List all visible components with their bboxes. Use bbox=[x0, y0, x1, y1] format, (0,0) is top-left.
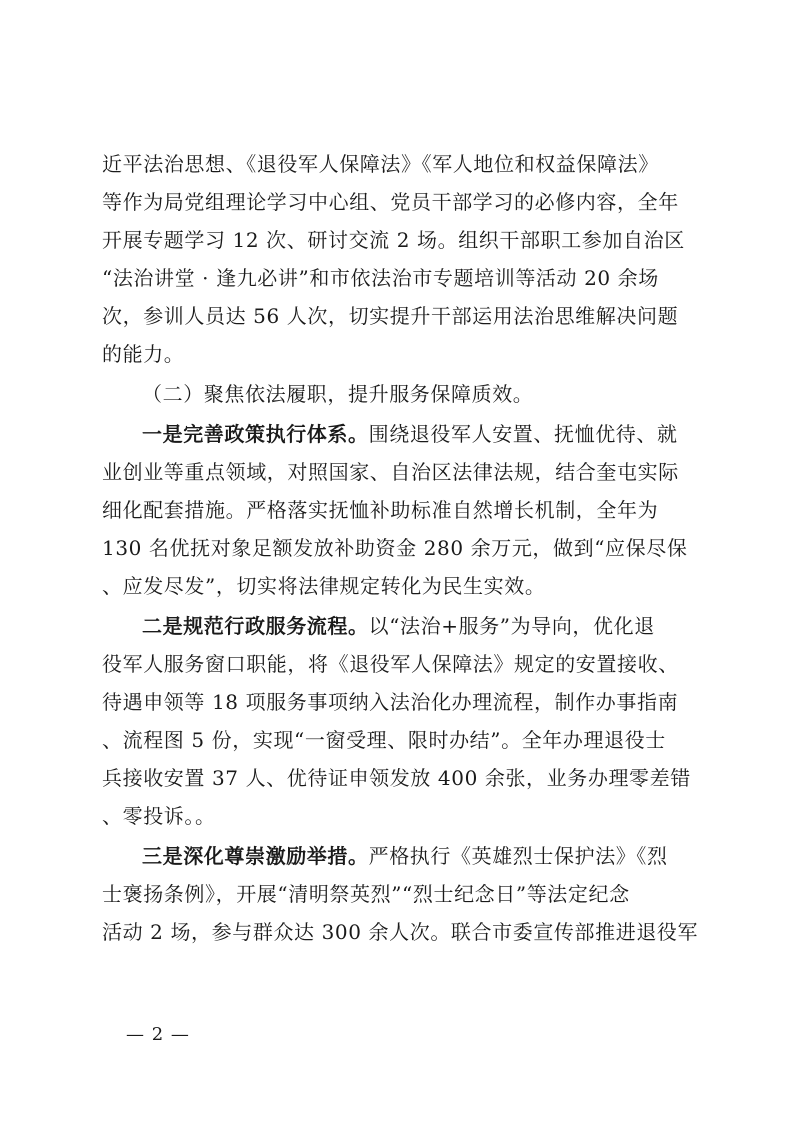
body-line: 兵接收安置 37 人、优待证申领发放 400 余张，业务办理零差错 bbox=[102, 766, 691, 790]
item-heading-1: 一是完善政策执行体系。 bbox=[142, 422, 369, 446]
paragraph-line bbox=[142, 844, 696, 868]
body-line: 次，参训人员达 56 人次，切实提升干部运用法治思维解决问题 bbox=[102, 304, 679, 328]
body-line: 士褒扬条例》，开展“清明祭英烈”“烈士纪念日”等法定纪念 bbox=[102, 882, 630, 906]
body-line: 近平法治思想、《退役军人保障法》《军人地位和权益保障法》 bbox=[102, 152, 659, 176]
body-line: 役军人服务窗口职能，将《退役军人保障法》规定的安置接收、 bbox=[102, 652, 679, 676]
body-line: 待遇申领等 18 项服务事项纳入法治化办理流程，制作办事指南 bbox=[102, 690, 679, 714]
section-heading: （二）聚焦依法履职，提升服务保障质效。 bbox=[142, 382, 534, 406]
item-text: 严格执行《英雄烈士保护法》《烈 bbox=[368, 844, 668, 868]
body-line: 130 名优抚对象足额发放补助资金 280 余万元，做到“应保尽保 bbox=[102, 536, 688, 560]
body-line: 细化配套措施。严格落实抚恤补助标准自然增长机制，全年为 bbox=[102, 498, 659, 522]
body-line: 等作为局党组理论学习中心组、党员干部学习的必修内容，全年 bbox=[102, 190, 679, 214]
body-line: 、流程图 5 份，实现“一窗受理、限时办结”。全年办理退役士 bbox=[102, 728, 666, 752]
item-heading-2: 二是规范行政服务流程。 bbox=[142, 614, 369, 638]
body-line: 、应发尽发”，切实将法律规定转化为民生实效。 bbox=[102, 574, 546, 598]
body-line: 的能力。 bbox=[102, 342, 185, 366]
body-line: “法治讲堂 · 逢九必讲”和市依法治市专题培训等活动 20 余场 bbox=[102, 266, 659, 290]
body-line: 业创业等重点领域，对照国家、自治区法律法规，结合奎屯实际 bbox=[102, 460, 679, 484]
body-line: 、零投诉。。 bbox=[102, 804, 216, 828]
body-line: 活动 2 场，参与群众达 300 余人次。联合市委宣传部推进退役军 bbox=[102, 920, 699, 944]
paragraph-line bbox=[142, 422, 696, 446]
item-heading-3: 三是深化尊崇激励举措。 bbox=[142, 844, 369, 868]
page-number: — 2 — bbox=[126, 1024, 190, 1045]
body-line: 开展专题学习 12 次、研讨交流 2 场。组织干部职工参加自治区 bbox=[102, 228, 685, 252]
item-text: 围绕退役军人安置、抚恤优待、就 bbox=[368, 422, 678, 446]
item-text: 以“法治+服务”为导向，优化退 bbox=[368, 614, 655, 638]
paragraph-line bbox=[142, 614, 696, 638]
